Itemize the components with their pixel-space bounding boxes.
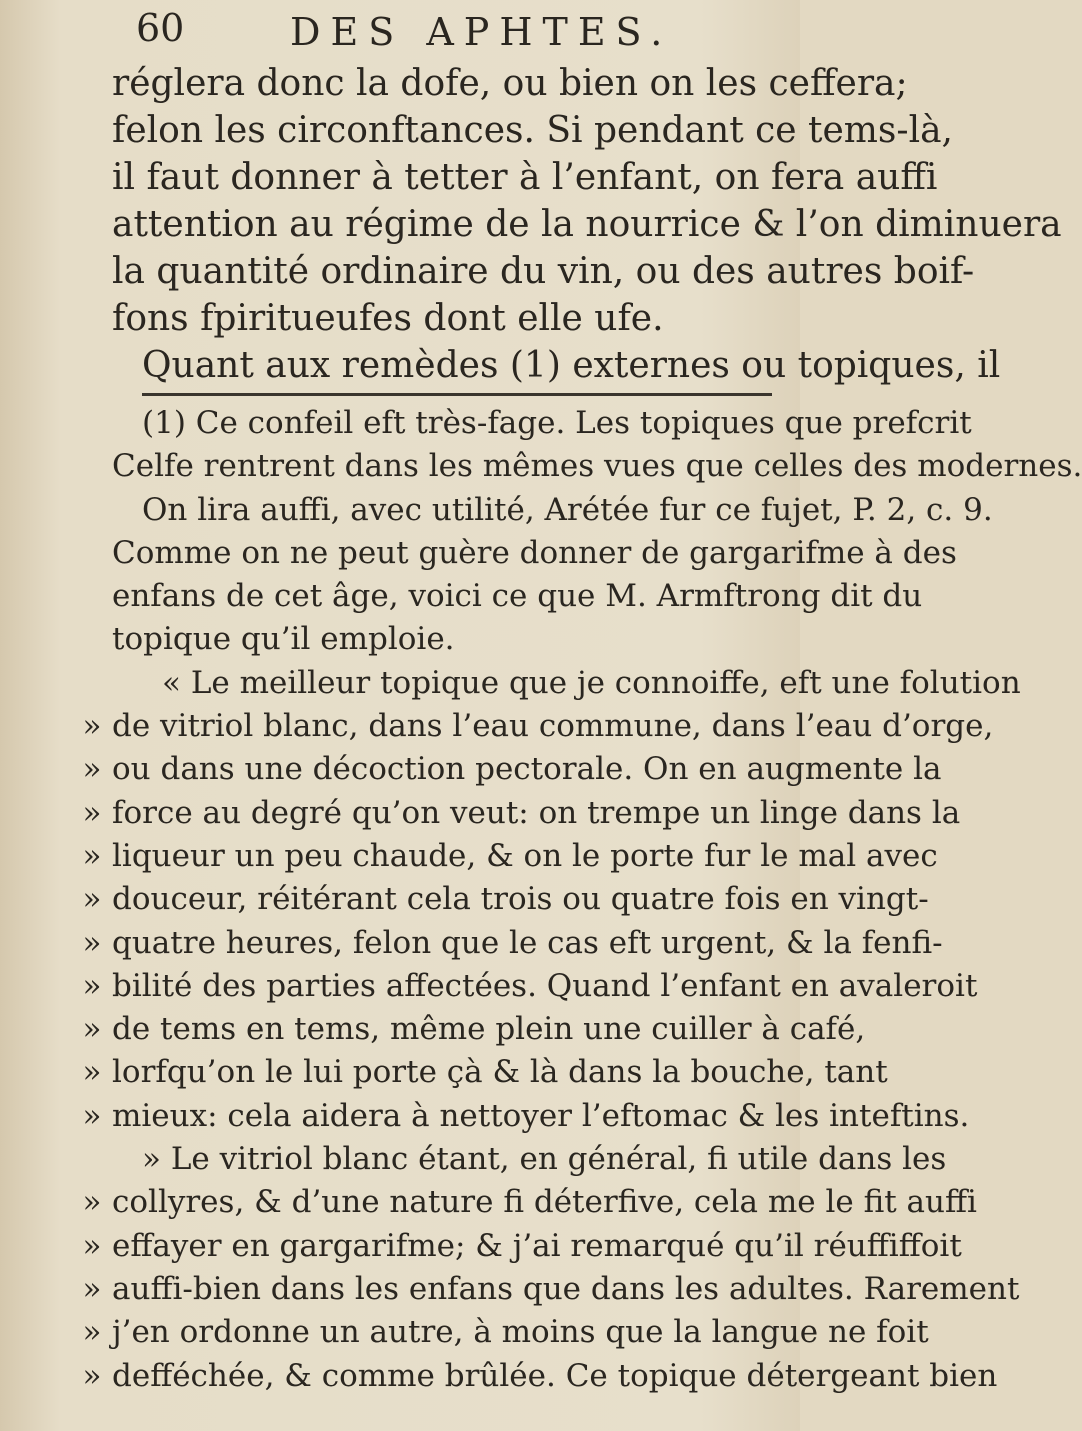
quote-marker: »	[82, 1357, 102, 1394]
footnote-line-text: liqueur un peu chaude, & on le porte fur le mal avec	[112, 837, 938, 874]
footnote-line-text: » Le vitriol blanc étant, en général, fi utile dans les	[142, 1141, 947, 1178]
footnote-line	[82, 705, 994, 748]
footnote-line	[82, 1311, 929, 1354]
footnote-line	[112, 662, 1021, 705]
text-line: la quantité ordinaire du vin, ou des autres boif-	[112, 251, 975, 292]
footnote-line-text: j’en ordonne un autre, à moins que la langue ne foit	[112, 1314, 929, 1351]
footnote-line-text: force au degré qu’on veut: on trempe un linge dans la	[112, 794, 961, 831]
footnote-line	[82, 1181, 977, 1224]
footnote-line-text: lorfqu’on le lui porte çà & là dans la bouche, tant	[112, 1054, 888, 1091]
footnote-line-text: topique qu’il emploie.	[112, 621, 455, 658]
quote-marker: »	[82, 708, 102, 745]
main-text	[112, 60, 1062, 389]
footnote-line	[82, 1268, 1020, 1311]
quote-marker: »	[82, 1011, 102, 1048]
footnote-line-text: de vitriol blanc, dans l’eau commune, dans l’eau d’orge,	[112, 708, 994, 745]
page-header	[120, 6, 800, 64]
footnote-line	[82, 835, 938, 878]
running-head: DES APHTES.	[290, 10, 673, 54]
footnote-line-text: On lira auffi, avec utilité, Arétée fur ce fujet, P. 2, c. 9.	[142, 491, 993, 528]
footnote-line-text: de tems en tems, même plein une cuiller à café,	[112, 1011, 866, 1048]
quote-marker: »	[82, 794, 102, 831]
footnote	[82, 402, 1082, 1398]
quote-marker: »	[82, 1270, 102, 1307]
quote-marker: »	[82, 1314, 102, 1351]
footnote-line	[112, 445, 1082, 488]
page-number: 60	[136, 6, 185, 50]
footnote-line-text: douceur, réitérant cela trois ou quatre fois en vingt-	[112, 881, 929, 918]
quote-marker: »	[82, 1184, 102, 1221]
quote-marker: »	[82, 751, 102, 788]
quote-marker: »	[82, 881, 102, 918]
footnote-line	[112, 618, 792, 661]
footnote-line-text: enfans de cet âge, voici ce que M. Armftrong dit du	[112, 578, 923, 615]
text-line: felon les circonftances. Si pendant ce tems-là,	[112, 110, 953, 151]
footnote-line-text: defféchée, & comme brûlée. Ce topique détergeant bien	[112, 1357, 998, 1394]
footnote-line-text: collyres, & d’une nature fi déterfive, cela me le fit auffi	[112, 1184, 977, 1221]
quote-marker: »	[82, 967, 102, 1004]
footnote-line	[112, 575, 923, 618]
footnote-line-text: Comme on ne peut guère donner de gargarifme à des	[112, 534, 957, 571]
footnote-line	[82, 792, 961, 835]
footnote-line	[82, 1095, 970, 1138]
text-line: fons fpiritueufes dont elle ufe.	[112, 298, 664, 339]
footnote-line	[82, 878, 929, 921]
footnote-line	[112, 489, 993, 532]
text-line: Quant aux remèdes (1) externes ou topiques, il	[142, 345, 1001, 386]
footnote-line	[82, 965, 978, 1008]
footnote-rule	[142, 393, 772, 396]
footnote-line	[82, 1225, 962, 1268]
footnote-line	[112, 532, 957, 575]
footnote-line	[82, 922, 943, 965]
footnote-line	[112, 1138, 947, 1181]
footnote-line-text: quatre heures, felon que le cas eft urgent, & la fenfi-	[112, 924, 943, 961]
footnote-line	[82, 1355, 998, 1398]
text-line: il faut donner à tetter à l’enfant, on fera auffi	[112, 157, 938, 198]
footnote-line-text: bilité des parties affectées. Quand l’enfant en avaleroit	[112, 967, 978, 1004]
quote-marker: »	[82, 1054, 102, 1091]
quote-marker: »	[82, 837, 102, 874]
footnote-line-text: « Le meilleur topique que je connoiffe, eft une folution	[162, 664, 1021, 701]
footnote-line-text: auffi-bien dans les enfans que dans les adultes. Rarement	[112, 1270, 1020, 1307]
footnote-line-text: (1) Ce confeil eft très-fage. Les topiques que prefcrit	[142, 405, 972, 441]
footnote-line	[112, 402, 972, 445]
footnote-line	[82, 748, 942, 791]
quote-marker: »	[82, 1227, 102, 1264]
footnote-line-text: Celfe rentrent dans les mêmes vues que celles des modernes.	[112, 448, 1082, 485]
text-line: attention au régime de la nourrice & l’on diminuera	[112, 204, 1062, 245]
footnote-line-text: ou dans une décoction pectorale. On en augmente la	[112, 751, 942, 788]
quote-marker: »	[82, 1097, 102, 1134]
footnote-line-text: mieux: cela aidera à nettoyer l’eftomac & les inteftins.	[112, 1097, 970, 1134]
footnote-line	[82, 1008, 866, 1051]
footnote-line	[82, 1051, 888, 1094]
quote-marker: »	[82, 924, 102, 961]
text-line: réglera donc la dofe, ou bien on les ceffera;	[112, 63, 908, 104]
footnote-line-text: effayer en gargarifme; & j’ai remarqué qu’il réuffiffoit	[112, 1227, 962, 1264]
